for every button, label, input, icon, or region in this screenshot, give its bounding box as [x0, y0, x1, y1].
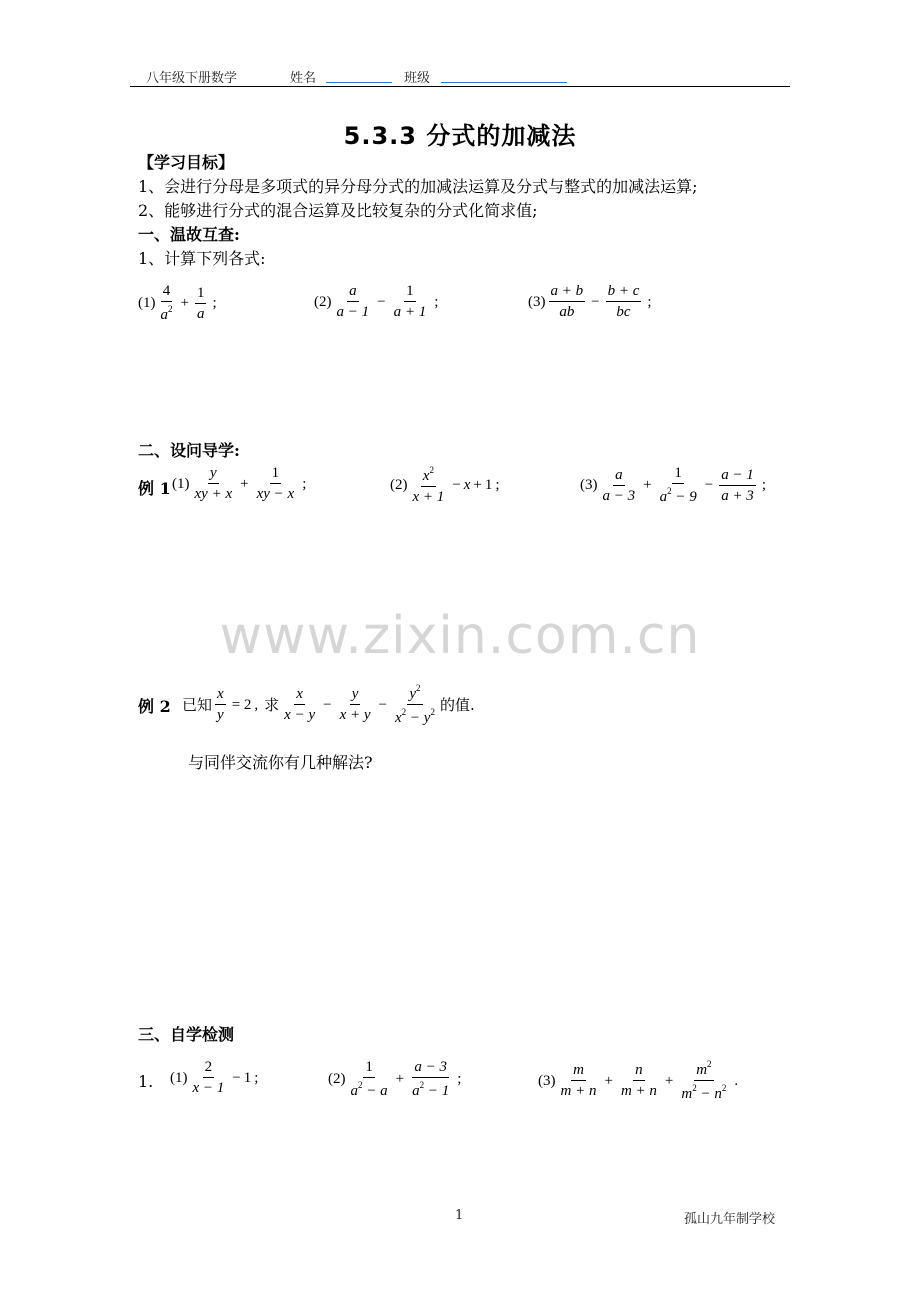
section1-expr-2: (2) $\frac{a}{a - 1}$ − $\frac{1}{a + 1}$ ; [314, 283, 439, 320]
header-rule [130, 86, 790, 87]
label: (1) [170, 1069, 188, 1086]
section1-prompt: 1、计算下列各式: [138, 249, 266, 268]
section3-item-number: 1. [138, 1072, 154, 1091]
label: (2) [328, 1071, 346, 1087]
page-number: 1 [455, 1208, 464, 1223]
section1-expr-3: (3) $\frac{a + b}{ab}$ − $\frac{b + c}{bc}$ ; [528, 283, 652, 320]
label: (2) [390, 477, 408, 493]
objectives-heading: 【学习目标】 [138, 153, 235, 172]
section1-heading: 一、温故互查: [138, 225, 240, 244]
label: (3) [580, 477, 598, 493]
label: (1) [138, 295, 156, 311]
objective-item-1: 1、会进行分母是多项式的异分母分式的加减法运算及分式与整式的加减法运算; [138, 177, 698, 196]
section3-expr-1: (1) $\frac{2}{x - 1}$ − 1 ; [170, 1059, 259, 1096]
header-name-label: 姓名 [290, 71, 317, 86]
example1-expr-2: (2) $\frac{x^2}{x + 1}$ − x + 1 ; [390, 465, 500, 505]
ask-label: 求 [264, 695, 280, 714]
label: (2) [314, 293, 332, 310]
example1-label: 例 1 [138, 479, 171, 498]
label: (3) [528, 293, 546, 310]
section3-expr-2: (2) $\frac{1}{a^2 - a}$ + $\frac{a - 3}{a^2 - 1}$ ; [328, 1059, 462, 1099]
name-blank-line [326, 82, 392, 83]
objective-item-2: 2、能够进行分式的混合运算及比较复杂的分式化简求值; [138, 201, 538, 220]
class-blank-line [441, 82, 567, 83]
section3-heading: 三、自学检测 [138, 1025, 235, 1044]
example2-label: 例 2 [138, 697, 171, 716]
page-title: 5.3.3 分式的加减法 [343, 122, 577, 150]
section2-heading: 二、设问导学: [138, 441, 240, 460]
example1-expr-1: (1) $\frac{y}{xy + x}$ + $\frac{1}{xy - x}$ ; [172, 465, 307, 502]
tail-label: 的值. [439, 695, 475, 714]
label: (1) [172, 475, 190, 492]
watermark: www.zixin.com.cn [219, 606, 701, 666]
header-course: 八年级下册数学 [146, 71, 238, 86]
discussion-text: 与同伴交流你有几种解法? [188, 753, 373, 772]
known-label: 已知 [182, 695, 213, 714]
section3-expr-3: (3) $\frac{m}{m + n}$ + $\frac{n}{m + n}$ + $\frac{m^2}{m^2 - n^2}$ . [538, 1059, 739, 1102]
footer-school: 孤山九年制学校 [684, 1212, 776, 1227]
label: (3) [538, 1072, 556, 1089]
section1-expr-1: (1) $\frac{4}{a^2}$ + $\frac{1}{a}$ ; [138, 283, 217, 323]
example1-expr-3: (3) $\frac{a}{a - 3}$ + $\frac{1}{a^2 - 9}$ − $\frac{a - 1}{a + 3}$ ; [580, 465, 766, 505]
header-class-label: 班级 [404, 71, 431, 86]
example2-expr: 已知 $\frac{x}{y}$ = 2 , 求 $\frac{x}{x - y}$ − $\frac{y}{x + y}$ − $\frac{y^2}{x^2 - y^2}$ 的值. [182, 683, 475, 726]
